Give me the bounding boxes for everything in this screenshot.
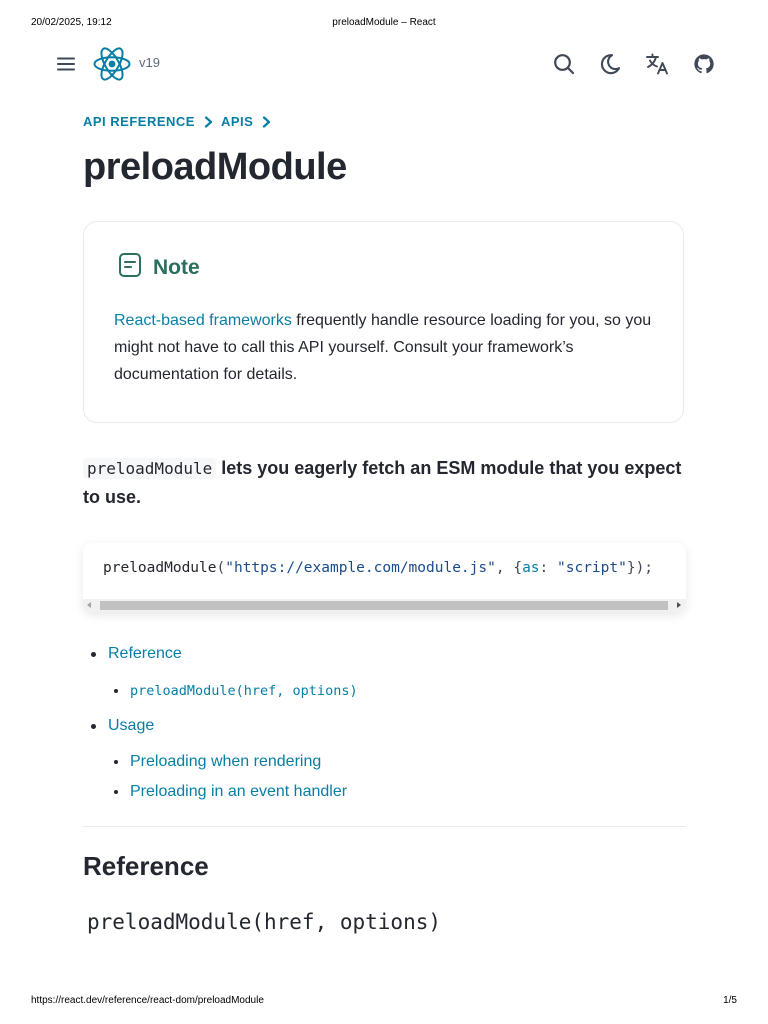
toc-item-reference xyxy=(91,645,182,663)
intro-code: preloadModule xyxy=(83,458,216,479)
chevron-right-icon xyxy=(204,116,213,128)
toc-link-usage[interactable]: Usage xyxy=(108,717,155,734)
breadcrumb xyxy=(83,114,279,129)
reference-heading: Reference xyxy=(83,851,209,881)
note-header xyxy=(118,252,200,283)
toc-link-reference[interactable]: Reference xyxy=(108,645,182,662)
code-punctuation: ); xyxy=(635,560,654,576)
toc-item-preloading-rendering xyxy=(114,753,321,771)
chevron-right-icon xyxy=(262,116,271,128)
intro-text: lets you eagerly fetch an ESM module that you expect to use. xyxy=(83,458,682,507)
toc-item-usage xyxy=(91,717,154,735)
code-punctuation: ( xyxy=(216,560,226,576)
code-punctuation: } xyxy=(626,560,636,576)
code-punctuation: : xyxy=(539,560,557,576)
bullet xyxy=(91,724,96,729)
moon-icon[interactable] xyxy=(598,52,622,76)
print-url: https://react.dev/reference/react-dom/preloadModule xyxy=(31,995,264,1006)
code-example xyxy=(83,543,686,612)
toc-item-preloading-event-handler xyxy=(114,783,347,801)
top-nav xyxy=(0,44,768,84)
code-string-url: "https://example.com/module.js" xyxy=(225,560,496,576)
breadcrumb-api-reference[interactable]: API REFERENCE xyxy=(83,114,195,129)
scroll-left-arrow-icon[interactable] xyxy=(87,602,91,608)
menu-icon[interactable] xyxy=(52,52,80,76)
github-icon[interactable] xyxy=(692,52,716,76)
bullet xyxy=(114,689,118,693)
toc-item-signature xyxy=(114,683,358,699)
horizontal-scrollbar[interactable] xyxy=(83,599,686,612)
frameworks-link[interactable]: React-based frameworks xyxy=(114,312,292,329)
code-function: preloadModule xyxy=(103,560,217,576)
code-property: as xyxy=(522,560,540,576)
print-title: preloadModule – React xyxy=(332,17,436,28)
toc-link-signature[interactable]: preloadModule(href, options) xyxy=(130,683,358,699)
code-punctuation: , xyxy=(495,560,514,576)
intro-paragraph xyxy=(83,454,683,512)
react-logo[interactable] xyxy=(92,46,132,82)
scroll-right-arrow-icon[interactable] xyxy=(677,602,681,608)
print-page-number: 1/5 xyxy=(723,995,737,1006)
note-callout xyxy=(83,221,684,423)
search-icon[interactable] xyxy=(552,52,576,76)
signature-heading: preloadModule(href, options) xyxy=(87,910,442,934)
bullet xyxy=(91,652,96,657)
scrollbar-thumb[interactable] xyxy=(100,601,668,610)
note-title: Note xyxy=(153,255,200,279)
code-punctuation: { xyxy=(513,560,523,576)
bullet xyxy=(114,790,118,794)
translate-icon[interactable] xyxy=(645,52,669,76)
breadcrumb-apis[interactable]: APIS xyxy=(220,114,254,129)
code-string-value: "script" xyxy=(557,560,627,576)
toc-link-preloading-event-handler[interactable]: Preloading in an event handler xyxy=(130,783,348,800)
version-label[interactable]: v19 xyxy=(139,55,160,70)
note-icon xyxy=(118,252,142,283)
bullet xyxy=(114,760,118,764)
toc-link-preloading-rendering[interactable]: Preloading when rendering xyxy=(130,753,322,770)
code-line xyxy=(103,560,653,576)
note-text: frequently handle resource loading for you, so you might not have to call this API yourself. Consult your framework’s documentation for details. xyxy=(114,312,652,383)
print-header xyxy=(0,17,768,31)
page-title: preloadModule xyxy=(83,146,347,188)
print-datetime: 20/02/2025, 19:12 xyxy=(31,17,112,28)
note-body xyxy=(114,307,659,388)
section-divider xyxy=(83,826,686,827)
